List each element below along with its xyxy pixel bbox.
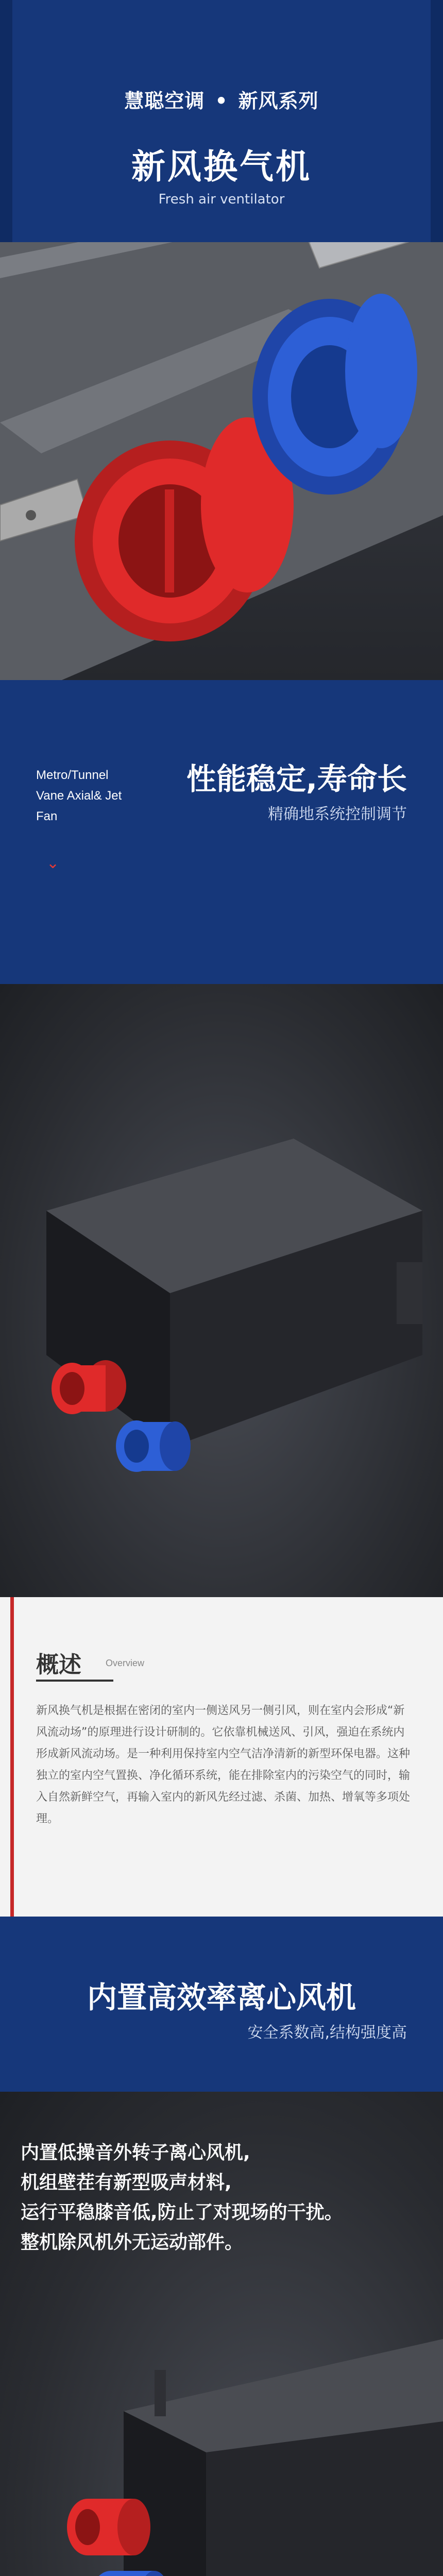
- hero-subtitle: Fresh air ventilator: [158, 192, 285, 207]
- overview-heading-en: Overview: [106, 1658, 145, 1668]
- fan-type-label: Metro/Tunnel Vane Axial& Jet Fan: [36, 768, 122, 823]
- fan-line-1: 内置低操音外转子离心风机,: [21, 2142, 250, 2163]
- fan-header-section: [0, 1917, 443, 2092]
- brand-name: 慧聪空调: [124, 90, 205, 112]
- ventilator-render-image: [0, 984, 443, 1597]
- slogan-subtitle: 精确地系统控制调节: [268, 805, 407, 823]
- series-name: 新风系列: [238, 90, 319, 112]
- fan-line-4: 整机除风机外无运动部件。: [21, 2232, 244, 2253]
- chevron-down-icon: ⌄: [46, 854, 60, 872]
- fan-subtitle: 安全系数高,结构强度高: [247, 2024, 407, 2042]
- blue-duct-icon: [116, 1420, 191, 1472]
- blue-duct-icon: [90, 2571, 170, 2576]
- overview-heading: 概述: [36, 1652, 81, 1678]
- overview-section: [0, 1597, 443, 1917]
- fan-line-3: 运行平稳膝音低,防止了对现场的干扰。: [21, 2202, 343, 2223]
- fan-line-2: 机组壁茬有新型吸声材料,: [21, 2172, 232, 2193]
- breadcrumb-separator: •: [215, 90, 228, 112]
- red-duct-icon: [67, 2499, 150, 2555]
- hero-title: 新风换气机: [131, 147, 312, 187]
- fan-title: 内置高效率离心风机: [87, 1980, 356, 2015]
- overview-text: 新风换气机是根据在密闭的室内一侧送风另一侧引风，则在室内会形成“新风流动场”的原理进行设计研制的。它依靠机械送风、引风，强迫在系统内形成新风流动场。是一种利用保持室内空气洁净清新的新型环保电器。这种独立的室内空气置换、净化循环系统，能在排除室内的污染空气的同时，输入自然新鲜空气，再输入室内的新风先经过滤、杀菌、加热、增氧等多项处理。: [36, 1704, 411, 1825]
- fan-feature-section: [0, 2092, 443, 2576]
- fan-description: [21, 2138, 433, 2258]
- heading-underline: [36, 1680, 113, 1682]
- slogan-section: [0, 680, 443, 984]
- accent-bar: [10, 1597, 14, 1917]
- hero-section: [0, 0, 443, 680]
- red-duct-icon: [52, 1360, 126, 1414]
- slogan-title: 性能稳定,寿命长: [186, 761, 407, 796]
- product-render-section: [0, 984, 443, 1597]
- series-breadcrumb: [0, 85, 443, 113]
